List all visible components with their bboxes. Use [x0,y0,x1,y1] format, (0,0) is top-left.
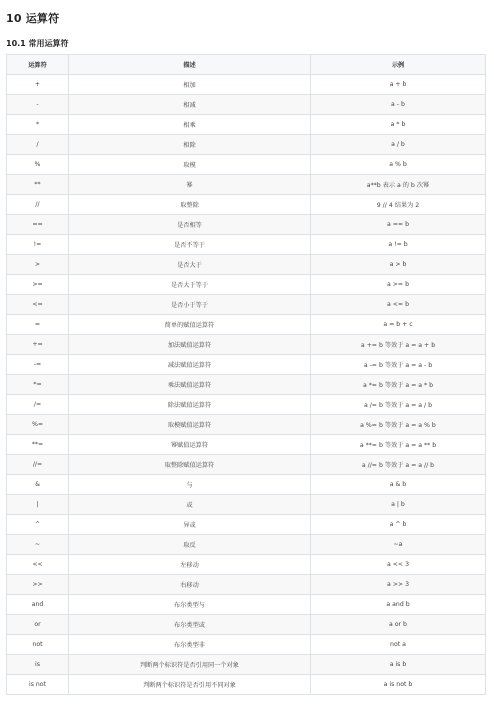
description-cell: 取模赋值运算符 [69,415,311,435]
example-cell: a = b + c [311,315,486,335]
table-row [7,495,486,515]
operator-cell: *= [7,375,69,395]
example-cell: a *= b 等效于 a = a * b [311,375,486,395]
table-header [7,55,486,75]
operator-cell: or [7,615,69,635]
description-cell: 布尔类型非 [69,635,311,655]
example-cell: a is b [311,655,486,675]
table-row [7,555,486,575]
description-cell: 乘法赋值运算符 [69,375,311,395]
operator-cell: ** [7,175,69,195]
example-cell: a | b [311,495,486,515]
example-cell: a**b 表示 a 的 b 次幂 [311,175,486,195]
example-cell: 9 // 4 结果为 2 [311,195,486,215]
operator-cell: %= [7,415,69,435]
description-cell: 取整除赋值运算符 [69,455,311,475]
operator-cell: // [7,195,69,215]
operator-cell: >> [7,575,69,595]
example-cell: a > b [311,255,486,275]
operator-cell: += [7,335,69,355]
description-cell: 取整除 [69,195,311,215]
table-row [7,375,486,395]
operator-cell: ^ [7,515,69,535]
example-cell: a - b [311,95,486,115]
example-cell: a -= b 等效于 a = a - b [311,355,486,375]
description-cell: 取反 [69,535,311,555]
header-row [7,55,486,75]
description-cell: 减法赋值运算符 [69,355,311,375]
example-cell: a /= b 等效于 a = a / b [311,395,486,415]
description-cell: 幂 [69,175,311,195]
operator-cell: = [7,315,69,335]
description-cell: 是否大于 [69,255,311,275]
header-operator: 运算符 [7,55,69,75]
table-row [7,675,486,695]
example-cell: a >> 3 [311,575,486,595]
description-cell: 相除 [69,135,311,155]
table-body [7,75,486,695]
table-row [7,635,486,655]
header-example: 示例 [311,55,486,75]
table-row [7,655,486,675]
table-row [7,215,486,235]
example-cell: a + b [311,75,486,95]
table-row [7,415,486,435]
operator-cell: /= [7,395,69,415]
section-heading: 10 运算符 [6,12,60,25]
description-cell: 判断两个标识符是否引用同一个对象 [69,655,311,675]
example-cell: a += b 等效于 a = a + b [311,335,486,355]
description-cell: 左移动 [69,555,311,575]
operator-cell: * [7,115,69,135]
example-cell: a << 3 [311,555,486,575]
table-row [7,315,486,335]
description-cell: 幂赋值运算符 [69,435,311,455]
example-cell: a or b [311,615,486,635]
operator-cell: | [7,495,69,515]
example-cell: a and b [311,595,486,615]
table-row [7,335,486,355]
description-cell: 异或 [69,515,311,535]
table-row [7,155,486,175]
description-cell: 除法赋值运算符 [69,395,311,415]
example-cell: a != b [311,235,486,255]
operators-table [6,54,486,695]
operator-cell: >= [7,275,69,295]
operator-cell: > [7,255,69,275]
table-row [7,535,486,555]
description-cell: 与 [69,475,311,495]
header-description: 描述 [69,55,311,75]
operator-cell: & [7,475,69,495]
operator-cell: <= [7,295,69,315]
operator-cell: not [7,635,69,655]
table-row [7,595,486,615]
description-cell: 右移动 [69,575,311,595]
operator-cell: + [7,75,69,95]
example-cell: a %= b 等效于 a = a % b [311,415,486,435]
example-cell: a ^ b [311,515,486,535]
table-row [7,435,486,455]
operator-cell: % [7,155,69,175]
example-cell: a **= b 等效于 a = a ** b [311,435,486,455]
table-row [7,135,486,155]
example-cell: a <= b [311,295,486,315]
description-cell: 取模 [69,155,311,175]
operator-cell: is not [7,675,69,695]
example-cell: a * b [311,115,486,135]
description-cell: 加法赋值运算符 [69,335,311,355]
table-row [7,275,486,295]
description-cell: 是否小于等于 [69,295,311,315]
table-row [7,575,486,595]
description-cell: 布尔类型或 [69,615,311,635]
operator-cell: and [7,595,69,615]
example-cell: a / b [311,135,486,155]
operator-cell: **= [7,435,69,455]
description-cell: 是否大于等于 [69,275,311,295]
table-row [7,115,486,135]
description-cell: 是否不等于 [69,235,311,255]
description-cell: 相乘 [69,115,311,135]
example-cell: ~a [311,535,486,555]
operator-cell: != [7,235,69,255]
table-row [7,615,486,635]
example-cell: a is not b [311,675,486,695]
description-cell: 判断两个标识符是否引用不同对象 [69,675,311,695]
example-cell: a & b [311,475,486,495]
example-cell: a % b [311,155,486,175]
description-cell: 相减 [69,95,311,115]
operator-cell: / [7,135,69,155]
table-row [7,75,486,95]
example-cell: a >= b [311,275,486,295]
table-row [7,455,486,475]
operator-cell: is [7,655,69,675]
table-row [7,95,486,115]
description-cell: 或 [69,495,311,515]
operator-cell: //= [7,455,69,475]
table-row [7,295,486,315]
table-row [7,255,486,275]
operator-cell: - [7,95,69,115]
subsection-heading: 10.1 常用运算符 [6,39,69,48]
operator-cell: << [7,555,69,575]
table-row [7,475,486,495]
operator-cell: == [7,215,69,235]
description-cell: 相加 [69,75,311,95]
description-cell: 布尔类型与 [69,595,311,615]
table-row [7,195,486,215]
table-row [7,395,486,415]
table-row [7,235,486,255]
example-cell: a == b [311,215,486,235]
description-cell: 是否相等 [69,215,311,235]
example-cell: not a [311,635,486,655]
description-cell: 简单的赋值运算符 [69,315,311,335]
example-cell: a //= b 等效于 a = a // b [311,455,486,475]
table-row [7,515,486,535]
operator-cell: -= [7,355,69,375]
operator-cell: ~ [7,535,69,555]
table-row [7,355,486,375]
table-row [7,175,486,195]
